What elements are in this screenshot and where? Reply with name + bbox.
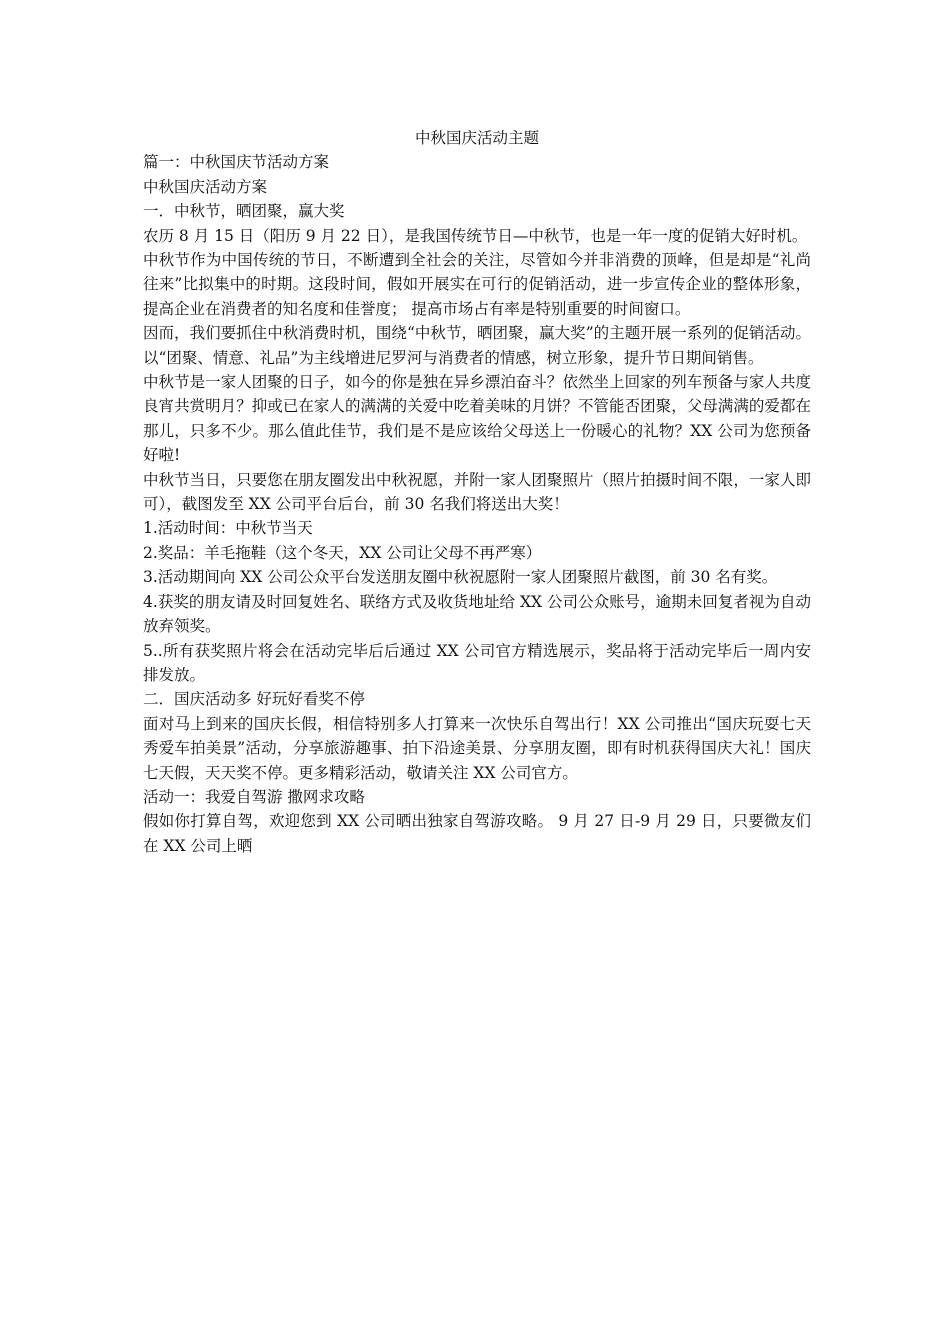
paragraph: 面对马上到来的国庆长假，相信特别多人打算来一次快乐自驾出行！XX 公司推出“国庆玩耍七天 秀爱车拍美景”活动，分享旅游趣事、拍下沿途美景、分享朋友圈，即有时机获得国庆大礼！国庆七天假，天天奖不停。更多精彩活动，敬请关注 XX 公司官方。 — [143, 714, 811, 782]
list-item: 1.活动时间：中秋节当天 — [143, 519, 313, 538]
paragraph: 中秋国庆活动方案 — [143, 177, 268, 196]
subsection-heading: 活动一：我爱自驾游 撒网求攻略 — [143, 787, 365, 806]
document-title: 中秋国庆活动主题 — [414, 129, 539, 147]
paragraph: 农历 8 月 15 日（阳历 9 月 22 日），是我国传统节日—中秋节，也是一年一度的促销大好时机。 — [143, 226, 808, 245]
list-item: 4.获奖的朋友请及时回复姓名、联络方式及收货地址给 XX 公司公众账号，逾期未回复者视为自动放弃领奖。 — [143, 592, 811, 636]
list-item: 2.奖品：羊毛拖鞋（这个冬天，XX 公司让父母不再严寒） — [143, 543, 542, 562]
document-body — [143, 126, 811, 858]
paragraph: 假如你打算自驾，欢迎您到 XX 公司晒出独家自驾游攻略。 9 月 27 日-9 月 29 日，只要微友们在 XX 公司上晒 — [143, 812, 811, 855]
section-heading: 一．中秋节，晒团聚，赢大奖 — [143, 202, 345, 221]
paragraph: 中秋节当日，只要您在朋友圈发出中秋祝愿，并附一家人团聚照片（照片拍摄时间不限，一家人即可），截图发至 XX 公司平台后台，前 30 名我们将送出大奖！ — [143, 470, 811, 514]
paragraph: 中秋节作为中国传统的节日，不断遭到全社会的关注，尽管如今并非消费的顶峰，但是却是“礼尚往来”比拟集中的时期。这段时间，假如开展实在可行的促销活动，进一步宣传企业的整体形象，提高企业在消费者的知名度和佳誉度； 提高市场占有率是特别重要的时间窗口。 — [143, 251, 811, 318]
list-item: 5..所有获奖照片将会在活动完毕后后通过 XX 公司官方精选展示，奖品将于活动完毕后一周内安排发放。 — [143, 641, 811, 684]
section-heading: 二．国庆活动多 好玩好看奖不停 — [143, 690, 365, 709]
paragraph: 中秋节是一家人团聚的日子，如今的你是独在异乡漂泊奋斗？依然坐上回家的列车预备与家人共度良宵共赏明月？抑或已在家人的满满的关爱中吃着美味的月饼？不管能否团聚，父母满满的爱都在那儿，只多不少。那么值此佳节，我们是不是应该给父母送上一份暖心的礼物？XX 公司为您预备好啦! — [143, 373, 811, 465]
paragraph: 篇一：中秋国庆节活动方案 — [143, 153, 330, 172]
list-item: 3.活动期间向 XX 公司公众平台发送朋友圈中秋祝愿附一家人团聚照片截图，前 30 名有奖。 — [143, 568, 778, 587]
paragraph: 因而，我们要抓住中秋消费时机，围绕“中秋节，晒团聚，赢大奖”的主题开展一系列的促销活动。以“团聚、情意、礼品”为主线增进尼罗河与消费者的情感，树立形象，提升节日期间销售。 — [143, 324, 811, 367]
